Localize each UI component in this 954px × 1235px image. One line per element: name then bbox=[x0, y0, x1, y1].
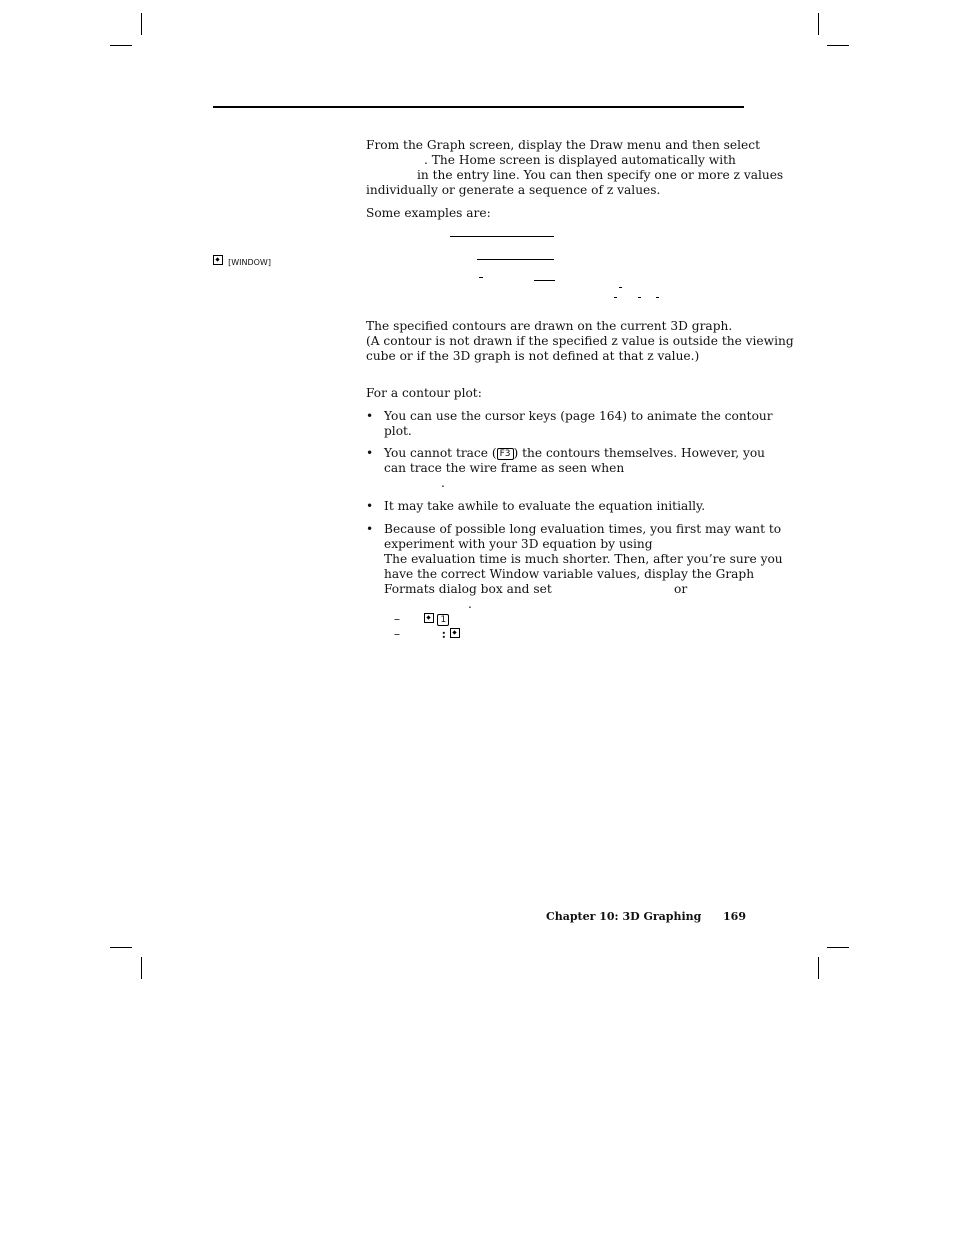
examples-label: Some examples are: bbox=[366, 206, 491, 220]
example-minus bbox=[614, 297, 617, 298]
header-rule bbox=[213, 106, 744, 108]
page-number: 169 bbox=[723, 910, 746, 923]
bullet-text: You cannot trace ( bbox=[384, 446, 497, 460]
bullet-icon: • bbox=[366, 499, 374, 513]
bullet-icon: • bbox=[366, 409, 374, 423]
intro-line: individually or generate a sequence of z values. bbox=[366, 183, 661, 197]
bullet-line: can trace the wire frame as seen when bbox=[384, 461, 625, 475]
example-minus bbox=[638, 297, 641, 298]
crop-mark bbox=[110, 947, 132, 948]
margin-key-note bbox=[213, 254, 271, 269]
intro-line: From the Graph screen, display the Draw menu and then select bbox=[366, 138, 760, 152]
crop-mark bbox=[818, 13, 819, 35]
page-footer bbox=[540, 910, 746, 923]
intro-line: in the entry line. You can then specify one or more z values bbox=[417, 168, 784, 182]
bullet-line: have the correct Window variable values, display the Graph bbox=[384, 567, 755, 581]
crop-mark bbox=[110, 45, 132, 46]
bullet-line: You can use the cursor keys (page 164) to animate the contour bbox=[384, 409, 773, 423]
bullet-line: . bbox=[468, 597, 472, 611]
bullet-item bbox=[366, 499, 746, 514]
sub-dash: – bbox=[394, 612, 400, 626]
bullet-icon: • bbox=[366, 522, 374, 536]
result-paragraph bbox=[366, 319, 794, 364]
bullet-line: plot. bbox=[384, 424, 412, 438]
bullet-item bbox=[366, 409, 773, 439]
bullet-line bbox=[384, 446, 765, 461]
example-underline bbox=[534, 280, 555, 281]
diamond-key-icon bbox=[213, 255, 223, 265]
bullet-line: The evaluation time is much shorter. Then, after you’re sure you bbox=[384, 552, 783, 566]
crop-mark bbox=[827, 45, 849, 46]
result-line: cube or if the 3D graph is not defined at that z value.) bbox=[366, 349, 700, 363]
result-line: (A contour is not drawn if the specified z value is outside the viewing bbox=[366, 334, 794, 348]
sub-item bbox=[394, 627, 460, 641]
f3-key-icon: F3 bbox=[497, 448, 514, 460]
crop-mark bbox=[141, 13, 142, 35]
diamond-key-icon bbox=[450, 628, 460, 638]
bullet-line: or bbox=[674, 582, 688, 596]
contour-intro: For a contour plot: bbox=[366, 386, 482, 400]
chapter-title: Chapter 10: 3D Graphing bbox=[545, 910, 702, 923]
crop-mark bbox=[141, 957, 142, 979]
bullet-line: Because of possible long evaluation times, you first may want to bbox=[384, 522, 782, 536]
example-minus bbox=[656, 297, 659, 298]
bullet-line: It may take awhile to evaluate the equation initially. bbox=[384, 499, 706, 513]
sub-dash: – bbox=[394, 627, 400, 641]
intro-line: . The Home screen is displayed automatically with bbox=[424, 153, 736, 167]
sub-colon: : bbox=[441, 627, 447, 641]
example-underline bbox=[450, 236, 554, 237]
diamond-key-icon bbox=[424, 613, 434, 623]
bullet-line: experiment with your 3D equation by using bbox=[384, 537, 653, 551]
intro-paragraph bbox=[366, 138, 784, 198]
bullet-item bbox=[366, 446, 766, 491]
example-minus bbox=[619, 287, 622, 288]
example-underline bbox=[477, 259, 554, 260]
result-line: The specified contours are drawn on the current 3D graph. bbox=[366, 319, 733, 333]
bullet-line: . bbox=[441, 476, 445, 490]
bullet-item bbox=[366, 522, 783, 617]
crop-mark bbox=[827, 947, 849, 948]
sub-item bbox=[394, 612, 449, 626]
bullet-icon: • bbox=[366, 446, 374, 460]
one-key-icon: 1 bbox=[437, 614, 449, 626]
crop-mark bbox=[818, 957, 819, 979]
window-key-label: [WINDOW] bbox=[228, 258, 271, 267]
bullet-line: Formats dialog box and set bbox=[384, 582, 552, 596]
bullet-text: ) the contours themselves. However, you bbox=[513, 446, 766, 460]
example-minus bbox=[479, 277, 483, 278]
